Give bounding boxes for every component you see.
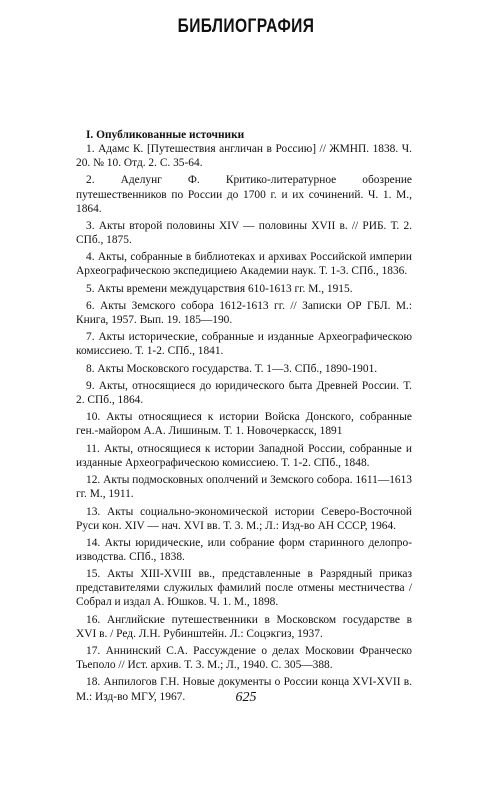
bibliography-section [76,128,412,707]
bibliography-entry: 1. Адамс К. [Путешествия англичан в Россию] // ЖМНП. 1838. Ч. 20. № 10. Отд. 2. С. 35-64. [76,143,412,170]
bibliography-entry: 5. Акты времени междуцарствия 610-1613 гг. М., 1915. [86,282,353,295]
bibliography-entry: 18. Анпилогов Г.Н. Новые документы о России конца XVI-XVII в. М.: Изд-во МГУ, 1967. [76,676,412,703]
bibliography-entry: 10. Акты относящиеся к истории Войска Донского, собранные ген.-майором А.А. Лишиным. Т. 1. Новочеркасск, 1891 [76,411,412,438]
page-title: БИБЛИОГРАФИЯ [177,16,315,37]
bibliography-entry: 17. Аннинский С.А. Рассуждение о делах Московии Франческо Тьеполо // Ист. архив. Т. 3. М.; Л., 1940. С. 305—388. [76,645,412,672]
bibliography-entry: 12. Акты подмосковных ополчений и Земского собора. 1611—1613 гг. М., 1911. [76,474,412,501]
bibliography-entry: 2. Аделунг Ф. Критико-литературное обозрение путешественников по России до 1700 г. и их сочинений. Ч. 1. М., 1864. [76,174,412,215]
page-number: 625 [235,690,257,705]
bibliography-entry: 3. Акты второй половины XIV — половины XVII в. // РИБ. Т. 2. СПб., 1875. [76,219,412,247]
bibliography-entry: 4. Акты, собранные в библиотеках и архивах Российской империи Археографическою экспедициею Академии наук. Т. 1-3. СПб., 1836. [76,251,412,278]
bibliography-entry: 16. Английские путешественники в Московском государстве в XVI в. / Ред. Л.Н. Рубинштейн. Л.: Соцэкгиз, 1937. [76,613,412,640]
bibliography-entry: 7. Акты исторические, собранные и изданные Археографическою комиссиею. Т. 1-2. СПб., 1841. [76,331,412,358]
bibliography-entry: 14. Акты юридические, или собрание форм старинного делопроизводства. СПб., 1838. [76,536,412,563]
bibliography-entry: 6. Акты Земского собора 1612-1613 гг. // Записки ОР ГБЛ. М.: Книга, 1957. Вып. 19. 185—190. [76,299,412,327]
bibliography-entry: 9. Акты, относящиеся до юридического быта Древней России. Т. 2. СПб., 1864. [76,380,412,407]
section-heading: I. Опубликованные источники [86,129,245,141]
bibliography-entry: 8. Акты Московского государства. Т. 1—3. СПб., 1890-1901. [86,362,378,375]
bibliography-entry: 11. Акты, относящиеся к истории Западной России, собранные и изданные Археографическою комиссиею. Т. 1-2. СПб., 1848. [76,442,412,469]
bibliography-entry: 13. Акты социально-экономической истории Северо-Восточной Руси кон. XIV — нач. XVI вв. Т. 3. М.; Л.: Изд-во АН СССР, 1964. [76,505,412,532]
bibliography-entry: 15. Акты XIII-XVIII вв., представленные в Разрядный приказ представителями служилых фамилий после отмены местничества / Собрал и издал А. Юшков. Ч. 1. М., 1898. [76,568,412,609]
